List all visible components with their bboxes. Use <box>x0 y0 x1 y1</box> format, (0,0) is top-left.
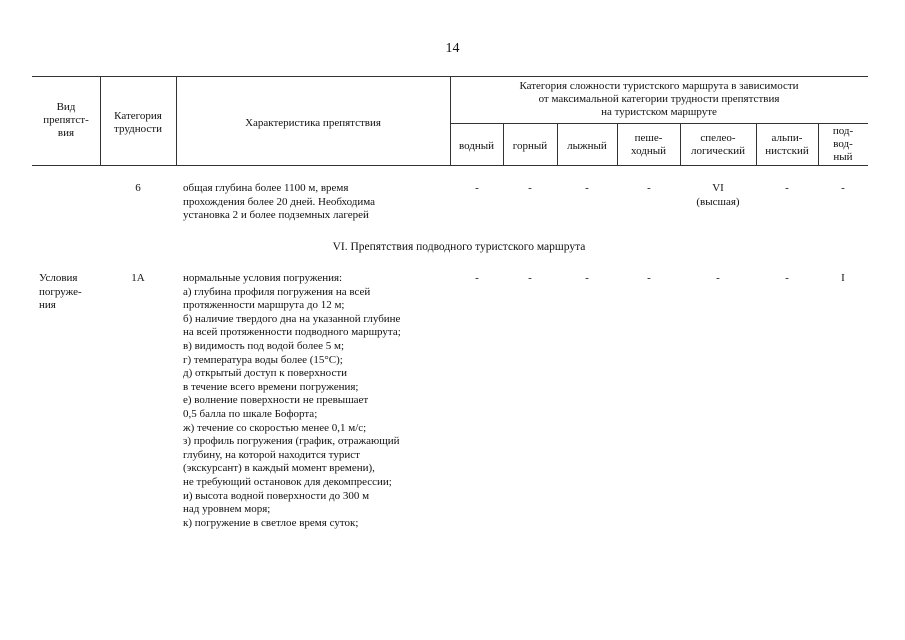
row1-alpine: - <box>785 182 789 194</box>
header-underwater: под- вод- ный <box>832 125 854 163</box>
row2-water: - <box>475 272 479 284</box>
row2-speleo: - <box>716 272 720 284</box>
row1-water: - <box>475 182 479 194</box>
header-ski: лыжный <box>567 140 607 152</box>
row1-mountain: - <box>528 182 532 194</box>
row1-hiking: - <box>647 182 651 194</box>
header-speleo: спелео- логический <box>690 132 746 157</box>
row2-characteristic: нормальные условия погружения: а) глубина профиля погружения на всей протяженности маршрута до 12 м; б) наличие твердого дна на указанной глубине на всей протяженности подводного маршрута; в) видимость под водой более 5 м; г) температура воды более (15°С); д) открытый доступ к поверхности в течение всего времени погружения; е) волнение поверхности не превышает 0,5 балла по шкале Бофорта; ж) течение со скоростью менее 0,1 м/с; з) профиль погружения (график, отражающий глубину, на которой находится турист (экскурсант) в каждый момент времени), не требующий остановок для декомпрессии; и) высота водной поверхности до 300 м над уровнем моря; к) погружение в светлое время суток; <box>183 272 401 529</box>
row2-underwater: I <box>841 272 845 284</box>
table-header-bottom-rule <box>32 165 868 166</box>
header-difficulty-category: Категория трудности <box>114 110 162 135</box>
header-obstacle-type: Вид препятст- вия <box>43 101 89 139</box>
header-water: водный <box>458 140 495 152</box>
subheader-rule <box>450 123 868 124</box>
header-alpine: альпи- нистский <box>765 132 809 157</box>
row2-obstacle-type: Условия погруже- ния <box>39 272 82 312</box>
header-characteristic: Характеристика препятствия <box>245 117 381 129</box>
header-route-category-group: Категория сложности туристского маршрута в зависимости от максимальной категории трудности препятствия на туристском маршруте <box>519 80 799 118</box>
section-title: VI. Препятствия подводного туристского маршрута <box>332 241 586 253</box>
row1-speleo: VI (высшая) <box>696 182 740 208</box>
page-number: 14 <box>445 41 460 56</box>
row1-characteristic: общая глубина более 1100 м, время прохождения более 20 дней. Необходима установка 2 и более подземных лагерей <box>183 182 376 222</box>
row1-category: 6 <box>135 182 141 194</box>
row2-ski: - <box>585 272 589 284</box>
row2-alpine: - <box>785 272 789 284</box>
header-hiking: пеше- ходный <box>630 132 667 157</box>
row1-ski: - <box>585 182 589 194</box>
row2-hiking: - <box>647 272 651 284</box>
row2-mountain: - <box>528 272 532 284</box>
row1-underwater: - <box>841 182 845 194</box>
row2-category: 1А <box>131 272 145 284</box>
header-mountain: горный <box>512 140 548 152</box>
